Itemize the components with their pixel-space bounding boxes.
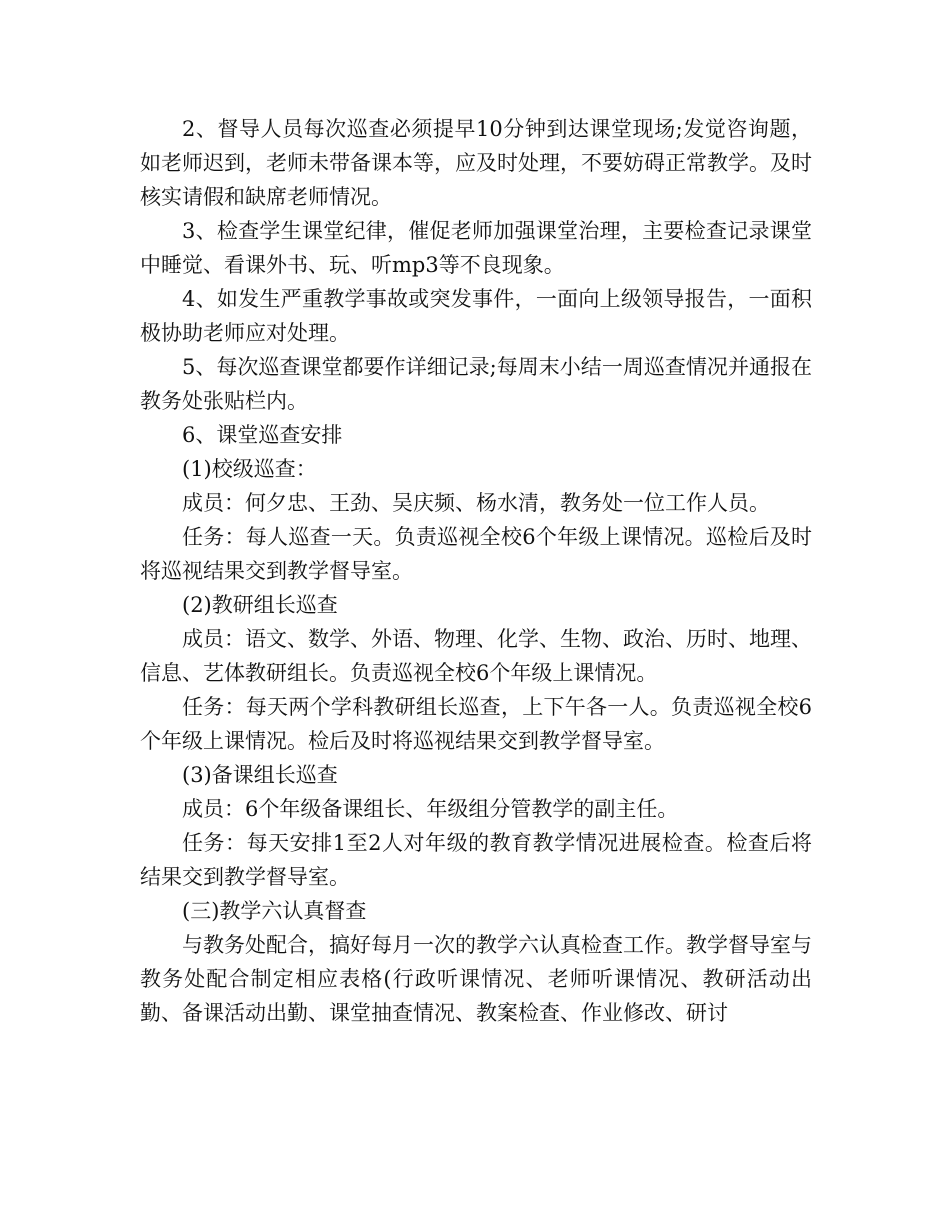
paragraph-lesson-prep-tasks: 任务：每天安排1至2人对年级的教育教学情况进展检查。检查后将结果交到教学督导室。 [140, 831, 812, 889]
paragraph-lesson-prep-members: 成员：6个年级备课组长、年级组分管教学的副主任。 [182, 797, 679, 821]
paragraph-research-leader-tasks: 任务：每天两个学科教研组长巡查，上下午各一人。负责巡视全校6个年级上课情况。检后及时将巡视结果交到教学督导室。 [140, 695, 812, 753]
heading-inspection-schedule: 6、课堂巡查安排 [182, 423, 343, 447]
paragraph-supervisor-early-arrival: 2、督导人员每次巡查必须提早10分钟到达课堂现场;发觉咨询题，如老师迟到，老师未带备课本等，应及时处理，不要妨碍正常教学。及时核实请假和缺席老师情况。 [140, 117, 812, 209]
paragraph-record-keeping: 5、每次巡查课堂都要作详细记录;每周末小结一周巡查情况并通报在教务处张贴栏内。 [140, 355, 812, 413]
paragraph-school-level-members: 成员：何夕忠、王劲、吴庆频、杨水清，教务处一位工作人员。 [182, 491, 770, 515]
heading-lesson-prep-leader-inspection: (3)备课组长巡查 [182, 763, 338, 787]
paragraph-classroom-discipline: 3、检查学生课堂纪律，催促老师加强课堂治理，主要检查记录课堂中睡觉、看课外书、玩、听mp3等不良现象。 [140, 219, 812, 277]
heading-six-diligence-supervision: (三)教学六认真督查 [182, 899, 367, 923]
heading-school-level-inspection: (1)校级巡查： [182, 457, 317, 481]
paragraph-research-leader-members: 成员：语文、数学、外语、物理、化学、生物、政治、历时、地理、信息、艺体教研组长。负责巡视全校6个年级上课情况。 [140, 627, 812, 685]
body-text [140, 112, 812, 1030]
heading-research-leader-inspection: (2)教研组长巡查 [182, 593, 338, 617]
paragraph-six-diligence-details: 与教务处配合，搞好每月一次的教学六认真检查工作。教学督导室与教务处配合制定相应表格(行政听课情况、老师听课情况、教研活动出勤、备课活动出勤、课堂抽查情况、教案检查、作业修改、研讨 [140, 933, 812, 1025]
paragraph-school-level-tasks: 任务：每人巡查一天。负责巡视全校6个年级上课情况。巡检后及时将巡视结果交到教学督导室。 [140, 525, 812, 583]
paragraph-incident-handling: 4、如发生严重教学事故或突发事件，一面向上级领导报告，一面积极协助老师应对处理。 [140, 287, 812, 345]
